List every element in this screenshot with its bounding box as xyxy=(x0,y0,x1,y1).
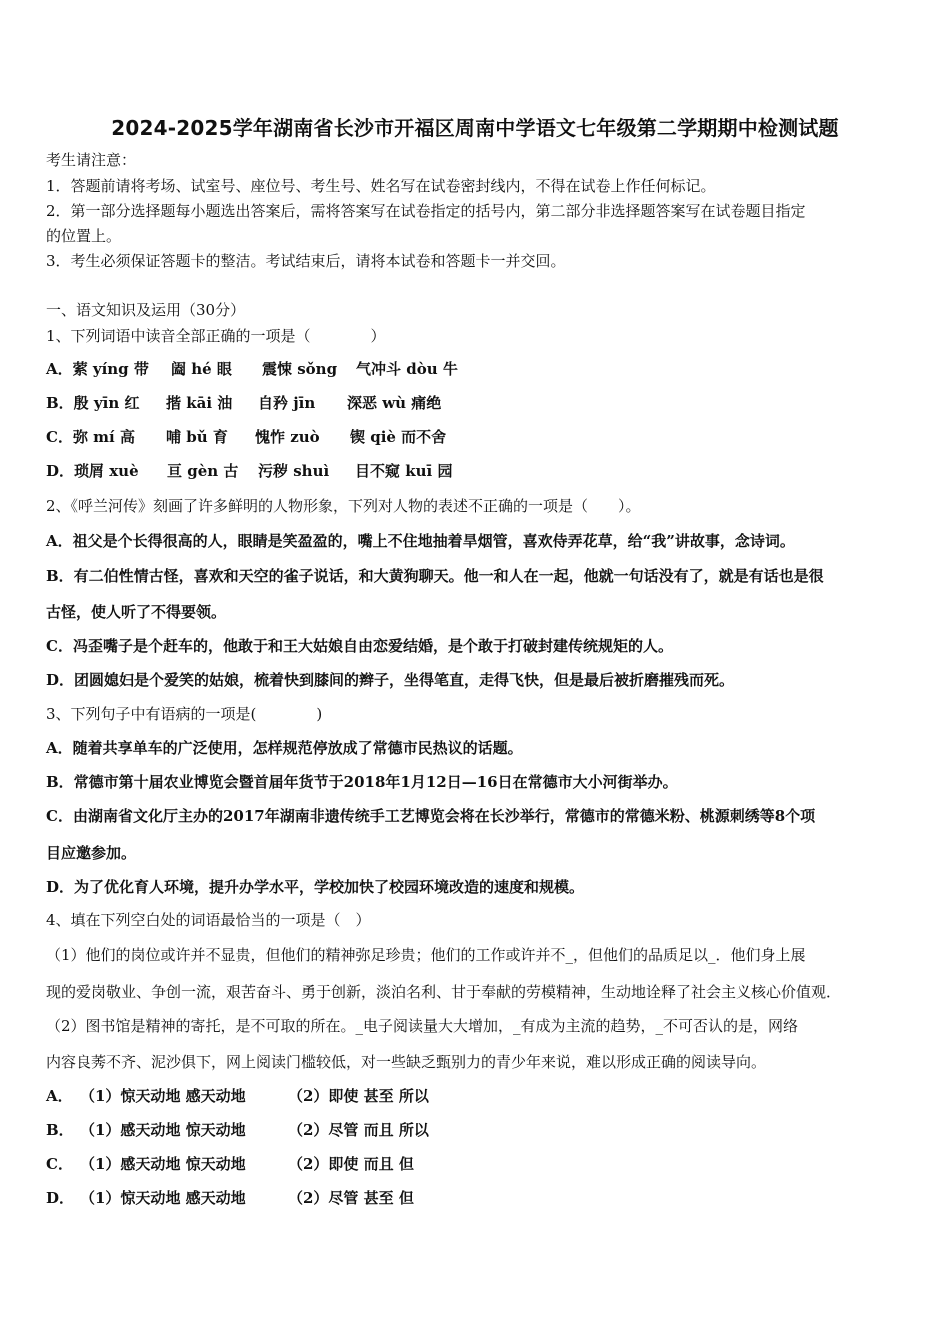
q1-option-d-1: D．琐屑 xuè xyxy=(46,462,139,480)
q3-option-c: C．由湖南省文化厅主办的2017年湖南非遗传统手工艺博览会将在长沙举行，常德市的常德米粉、桃源刺绣等8个项 xyxy=(46,807,816,825)
q1-option-c-3: 愧怍 zuò xyxy=(255,428,320,446)
q4-passage-1: （1）他们的岗位或许并不显贵，但他们的精神弥足珍贵；他们的工作或许并不_，但他们的品质足以_．他们身上展 xyxy=(46,946,806,964)
q4-option-d-part2: （2）尽管 甚至 但 xyxy=(288,1189,414,1207)
page-title: 2024-2025学年湖南省长沙市开福区周南中学语文七年级第二学期期中检测试题 xyxy=(111,116,839,140)
q4-passage-2: （2）图书馆是精神的寄托，是不可取的所在。_电子阅读量大大增加，_有成为主流的趋势，_不可否认的是，网络 xyxy=(46,1017,799,1035)
q2-option-d: D．团圆媳妇是个爱笑的姑娘，梳着快到膝间的辫子，坐得笔直，走得飞快，但是最后被折磨摧残而死。 xyxy=(46,671,735,689)
q1-option-b-2: 揩 kāi 油 xyxy=(166,394,233,412)
notice-line-2: 2．第一部分选择题每小题选出答案后，需将答案写在试卷指定的括号内，第二部分非选择题答案写在试卷题目指定 xyxy=(46,202,806,220)
q4-option-a-part2: （2）即使 甚至 所以 xyxy=(288,1087,429,1105)
q4-option-c-part2: （2）即使 而且 但 xyxy=(288,1155,414,1173)
notice-line-1: 1．答题前请将考场、试室号、座位号、考生号、姓名写在试卷密封线内，不得在试卷上作任何标记。 xyxy=(46,177,716,195)
q1-option-b-4: 深恶 wù 痛绝 xyxy=(347,394,442,412)
q1-option-b-1: B．殷 yīn 红 xyxy=(46,394,140,412)
q3-option-d: D．为了优化育人环境，提升办学水平，学校加快了校园环境改造的速度和规模。 xyxy=(46,878,585,896)
q1-option-a-4: 气冲斗 dòu 牛 xyxy=(356,360,458,378)
q2-option-c: C．冯歪嘴子是个赶车的，他敢于和王大姑娘自由恋爱结婚，是个敢于打破封建传统规矩的人。 xyxy=(46,637,673,655)
q1-option-c-2: 哺 bǔ 育 xyxy=(166,428,228,446)
q1-option-d-3: 污秽 shuì xyxy=(258,462,330,480)
q3-option-a: A．随着共享单车的广泛使用，怎样规范停放成了常德市民热议的话题。 xyxy=(46,739,523,757)
q4-option-b-letter: B． xyxy=(46,1121,74,1139)
q4-option-b-part2: （2）尽管 而且 所以 xyxy=(288,1121,429,1139)
q4-option-a-letter: A． xyxy=(46,1087,73,1105)
q1-option-d-2: 亘 gèn 古 xyxy=(167,462,239,480)
q4-option-d-part1: （1）惊天动地 感天动地 xyxy=(80,1189,246,1207)
q1-option-a-1: A．萦 yíng 带 xyxy=(46,360,149,378)
q1-option-b-3: 自矜 jīn xyxy=(258,394,316,412)
q1-stem: 1、下列词语中读音全部正确的一项是（ ） xyxy=(46,327,386,345)
q4-passage-2-cont: 内容良莠不齐、泥沙俱下，网上阅读门槛较低，对一些缺乏甄别力的青少年来说，难以形成正确的阅读导向。 xyxy=(46,1053,767,1071)
q1-option-c-1: C．弥 mí 高 xyxy=(46,428,135,446)
q4-option-a-part1: （1）惊天动地 感天动地 xyxy=(80,1087,246,1105)
q3-stem: 3、下列句子中有语病的一项是( ) xyxy=(46,705,323,723)
q4-stem: 4、填在下列空白处的词语最恰当的一项是（ ） xyxy=(46,911,371,929)
q1-option-a-3: 震悚 sǒng xyxy=(262,360,338,378)
q4-passage-1-cont: 现的爱岗敬业、争创一流，艰苦奋斗、勇于创新，淡泊名利、甘于奉献的劳模精神，生动地诠释了社会主义核心价值观． xyxy=(46,983,842,1001)
notice-line-3: 3．考生必须保证答题卡的整洁。考试结束后，请将本试卷和答题卡一并交回。 xyxy=(46,252,566,270)
q3-option-b: B．常德市第十届农业博览会暨首届年货节于2018年1月12日—16日在常德市大小河街举办。 xyxy=(46,773,678,791)
q4-option-c-letter: C． xyxy=(46,1155,73,1173)
q3-option-c-cont: 目应邀参加。 xyxy=(46,844,137,862)
section-heading: 一、语文知识及运用（30分） xyxy=(46,301,246,319)
q2-stem: 2、《呼兰河传》刻画了许多鲜明的人物形象，下列对人物的表述不正确的一项是（ ）。 xyxy=(46,497,641,515)
q4-option-b-part1: （1）感天动地 惊天动地 xyxy=(80,1121,246,1139)
q4-option-d-letter: D． xyxy=(46,1189,75,1207)
q2-option-b-cont: 古怪，使人听了不得要领。 xyxy=(46,603,227,621)
q1-option-a-2: 阖 hé 眼 xyxy=(171,360,232,378)
notice-heading: 考生请注意： xyxy=(46,151,137,169)
q4-option-c-part1: （1）感天动地 惊天动地 xyxy=(80,1155,246,1173)
q1-option-c-4: 锲 qiè 而不舍 xyxy=(350,428,447,446)
q2-option-b: B．有二伯性情古怪，喜欢和天空的雀子说话，和大黄狗聊天。他一和人在一起，他就一句话没有了，就是有话也是很 xyxy=(46,567,824,585)
notice-line-2-cont: 的位置上。 xyxy=(46,227,122,245)
q2-option-a: A．祖父是个长得很高的人，眼睛是笑盈盈的，嘴上不住地抽着旱烟管，喜欢侍弄花草，给“我”讲故事，念诗词。 xyxy=(46,532,795,550)
q1-option-d-4: 目不窥 kuī 园 xyxy=(355,462,453,480)
